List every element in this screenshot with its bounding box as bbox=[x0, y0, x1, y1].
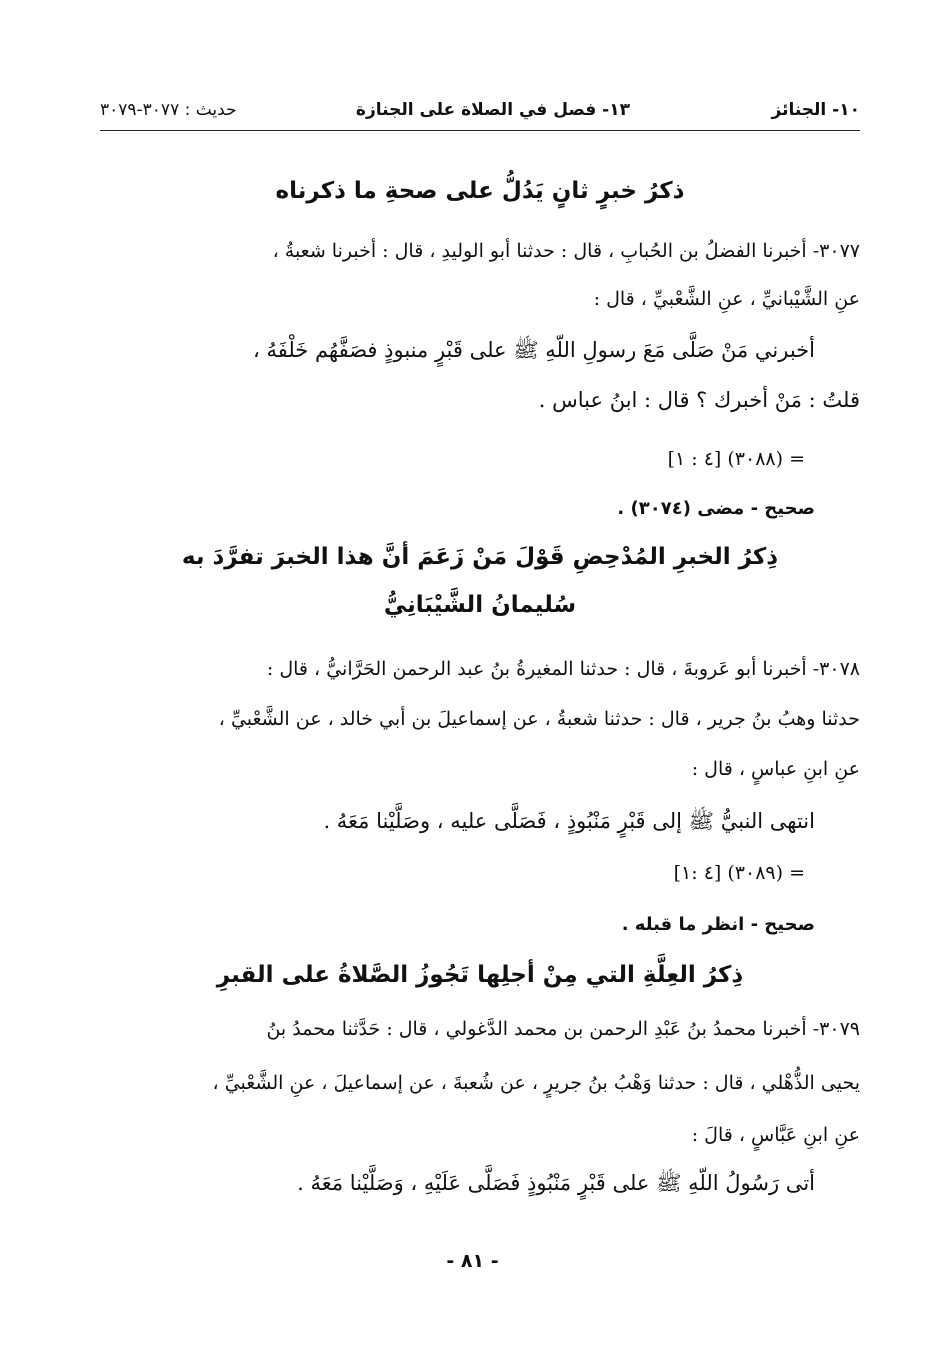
hadith-3078-line-1: ٣٠٧٨- أخبرنا أبو عَروبةَ ، قال : حدثنا المغيرةُ بنُ عبد الرحمن الحَرَّانيُّ ، قال : bbox=[266, 658, 860, 680]
grading-3078: صحيح - انظر ما قبله . bbox=[621, 914, 815, 935]
chapter-heading-2-line-2: سُليمانُ الشَّيْبَانِيُّ bbox=[383, 592, 577, 618]
grading-3077: صحيح - مضى (٣٠٧٤) . bbox=[617, 498, 815, 519]
chapter-heading-3: ذِكرُ العِلَّةِ التي مِنْ أجلِها تَجُوزُ الصَّلاةُ على القبرِ bbox=[216, 962, 744, 988]
hadith-3077-matn-2: قلتُ : مَنْ أخبرك ؟ قال : ابنُ عباس . bbox=[538, 388, 860, 412]
hadith-3077-line-1: ٣٠٧٧- أخبرنا الفضلُ بن الحُبابِ ، قال : حدثنا أبو الوليدِ ، قال : أخبرنا شعبةُ ، bbox=[272, 240, 860, 262]
hadith-3078-line-3: عنِ ابنِ عباسٍ ، قال : bbox=[691, 758, 860, 780]
chapter-title: ١٠- الجنائز bbox=[771, 100, 860, 120]
hadith-3079-matn: أتى رَسُولُ اللّهِ ﷺ على قَبْرٍ مَنْبُوذٍ فَصَلَّى عَلَيْهِ ، وَصَلَّيْنا مَعَهُ . bbox=[297, 1171, 815, 1195]
hadith-3078-matn: انتهى النبيُّ ﷺ إلى قَبْرٍ مَنْبُوذٍ ، فَصَلَّى عليه ، وصَلَّيْنا مَعَهُ . bbox=[323, 809, 815, 833]
cross-reference-3078: = (٣٠٨٩) [٤ :١] bbox=[673, 862, 805, 884]
chapter-heading-1: ذكرُ خبرٍ ثانٍ يَدُلُّ على صحةِ ما ذكرناه bbox=[275, 178, 685, 204]
hadith-3077-matn-1: أخبرني مَنْ صَلَّى مَعَ رسولِ اللّهِ ﷺ على قَبْرٍ منبوذٍ فصَفَّهُم خَلْفَهُ ، bbox=[253, 338, 815, 362]
section-title: ١٣- فصل في الصلاة على الجنازة bbox=[355, 100, 630, 120]
hadith-3078-line-2: حدثنا وهبُ بنُ جرير ، قال : حدثنا شعبةُ ، عن إسماعيلَ بن أبي خالد ، عن الشَّعْبيِّ ، bbox=[218, 708, 860, 730]
chapter-heading-2-line-1: ذِكرُ الخبرِ المُدْحِضِ قَوْلَ مَنْ زَعَمَ أنَّ هذا الخبرَ تفرَّدَ به bbox=[181, 544, 779, 570]
hadith-3079-line-2: يحيى الذُّهْلي ، قال : حدثنا وَهْبُ بنُ جريرٍ ، عن شُعبةَ ، عن إسماعيلَ ، عنِ الشَّعْبيِّ ، bbox=[212, 1072, 860, 1094]
hadith-3079-line-1: ٣٠٧٩- أخبرنا محمدُ بنُ عَبْدِ الرحمن بن محمد الدَّغولي ، قال : حَدَّثنا محمدُ بنُ bbox=[266, 1018, 860, 1040]
hadith-3077-line-2: عنِ الشَّيْبانيِّ ، عنِ الشَّعْبيِّ ، قال : bbox=[593, 288, 860, 310]
hadith-range: حديث : ٣٠٧٧-٣٠٧٩ bbox=[100, 100, 237, 120]
page-number: - ٨١ - bbox=[446, 1250, 499, 1272]
cross-reference-3077: = (٣٠٨٨) [٤ : ١] bbox=[667, 448, 805, 470]
running-header bbox=[100, 92, 860, 131]
hadith-3079-line-3: عنِ ابنِ عَبَّاسٍ ، قالَ : bbox=[691, 1124, 860, 1146]
